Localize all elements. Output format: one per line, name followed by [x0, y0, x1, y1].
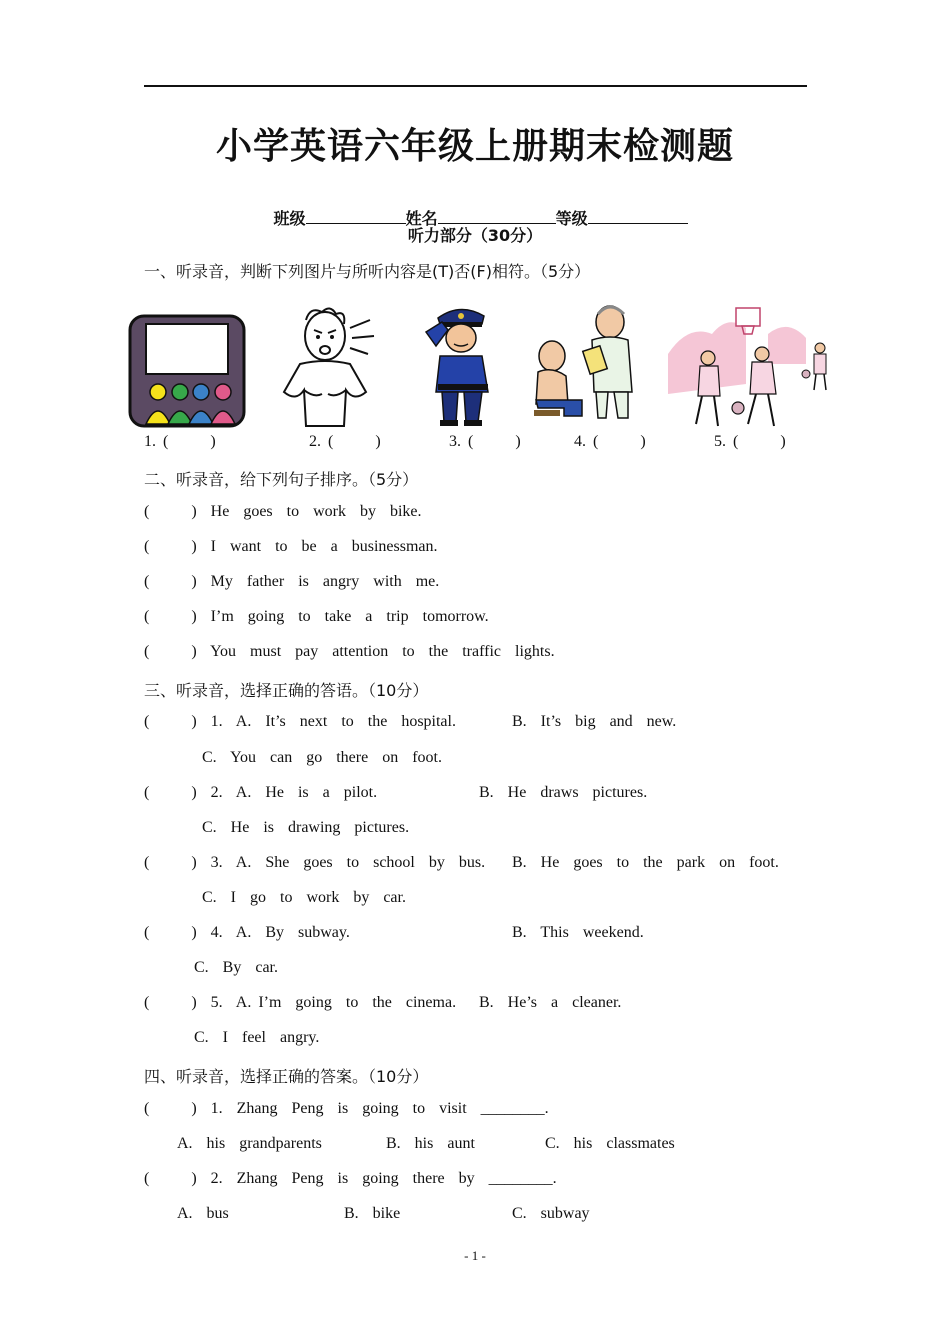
s3-q4-option-c[interactable]: C. By car. — [194, 959, 278, 976]
ordering-item-5[interactable]: ( ) You must pay attention to the traffic lights. — [144, 643, 555, 660]
ordering-item-2[interactable]: ( ) I want to be a businessman. — [144, 538, 438, 555]
grade-blank[interactable] — [588, 209, 688, 224]
name-blank[interactable] — [438, 209, 556, 224]
picture-police-officer — [414, 302, 504, 428]
s3-q3-option-b[interactable]: B. He goes to the park on foot. — [512, 854, 779, 871]
s3-q5-option-a[interactable]: ( ) 5. A. I’m going to the cinema. — [144, 994, 457, 1011]
section2-heading: 二、听录音，给下列句子排序。（5分） — [144, 470, 419, 489]
s4-q1-stem[interactable]: ( ) 1. Zhang Peng is going to visit ________. — [144, 1100, 549, 1117]
top-rule — [144, 85, 807, 87]
picture-label-1[interactable]: 1. ( ) — [144, 433, 216, 450]
s3-q5-option-c[interactable]: C. I feel angry. — [194, 1029, 320, 1046]
picture-cinema — [128, 314, 246, 428]
s3-q4-option-a[interactable]: ( ) 4. A. By subway. — [144, 924, 350, 941]
s3-q4-option-b[interactable]: B. This weekend. — [512, 924, 644, 941]
s3-q2-option-a[interactable]: ( ) 2. A. He is a pilot. — [144, 784, 378, 801]
picture-basketball — [668, 304, 834, 440]
s3-q1-option-a[interactable]: ( ) 1. A. It’s next to the hospital. — [144, 713, 456, 730]
section1-heading: 一、听录音，判断下列图片与所听内容是(T)否(F)相符。（5分） — [144, 262, 591, 281]
s4-q1-option-b[interactable]: B. his aunt — [386, 1135, 475, 1152]
s4-q2-stem[interactable]: ( ) 2. Zhang Peng is going there by ________. — [144, 1170, 557, 1187]
s4-q2-option-c[interactable]: C. subway — [512, 1205, 590, 1222]
s3-q5-option-b[interactable]: B. He’s a cleaner. — [479, 994, 622, 1011]
s4-q2-option-b[interactable]: B. bike — [344, 1205, 401, 1222]
section3-heading: 三、听录音，选择正确的答语。（10分） — [144, 681, 429, 700]
class-blank[interactable] — [306, 209, 406, 224]
picture-label-2[interactable]: 2. ( ) — [309, 433, 381, 450]
picture-angry-man — [270, 302, 380, 430]
exam-title: 小学英语六年级上册期末检测题 — [215, 126, 734, 167]
name-label: 姓名 — [405, 209, 438, 228]
s3-q2-option-b[interactable]: B. He draws pictures. — [479, 784, 648, 801]
section4-heading: 四、听录音，选择正确的答案。（10分） — [144, 1067, 429, 1086]
picture-label-4[interactable]: 4. ( ) — [574, 433, 646, 450]
class-label: 班级 — [273, 209, 306, 228]
listening-part-title: 听力部分（30分） — [407, 226, 543, 245]
picture-label-5[interactable]: 5. ( ) — [714, 433, 786, 450]
picture-doctor-patient — [524, 300, 642, 422]
s3-q3-option-a[interactable]: ( ) 3. A. She goes to school by bus. — [144, 854, 486, 871]
s3-q1-option-c[interactable]: C. You can go there on foot. — [202, 749, 442, 766]
ordering-item-1[interactable]: ( ) He goes to work by bike. — [144, 503, 422, 520]
ordering-item-3[interactable]: ( ) My father is angry with me. — [144, 573, 440, 590]
s4-q1-option-a[interactable]: A. his grandparents — [177, 1135, 322, 1152]
s3-q3-option-c[interactable]: C. I go to work by car. — [202, 889, 406, 906]
ordering-item-4[interactable]: ( ) I’m going to take a trip tomorrow. — [144, 608, 489, 625]
s4-q1-option-c[interactable]: C. his classmates — [545, 1135, 675, 1152]
s3-q2-option-c[interactable]: C. He is drawing pictures. — [202, 819, 410, 836]
picture-label-3[interactable]: 3. ( ) — [449, 433, 521, 450]
s4-q2-option-a[interactable]: A. bus — [177, 1205, 229, 1222]
page-number: - 1 - — [464, 1248, 486, 1263]
s3-q1-option-b[interactable]: B. It’s big and new. — [512, 713, 677, 730]
grade-label: 等级 — [555, 209, 588, 228]
